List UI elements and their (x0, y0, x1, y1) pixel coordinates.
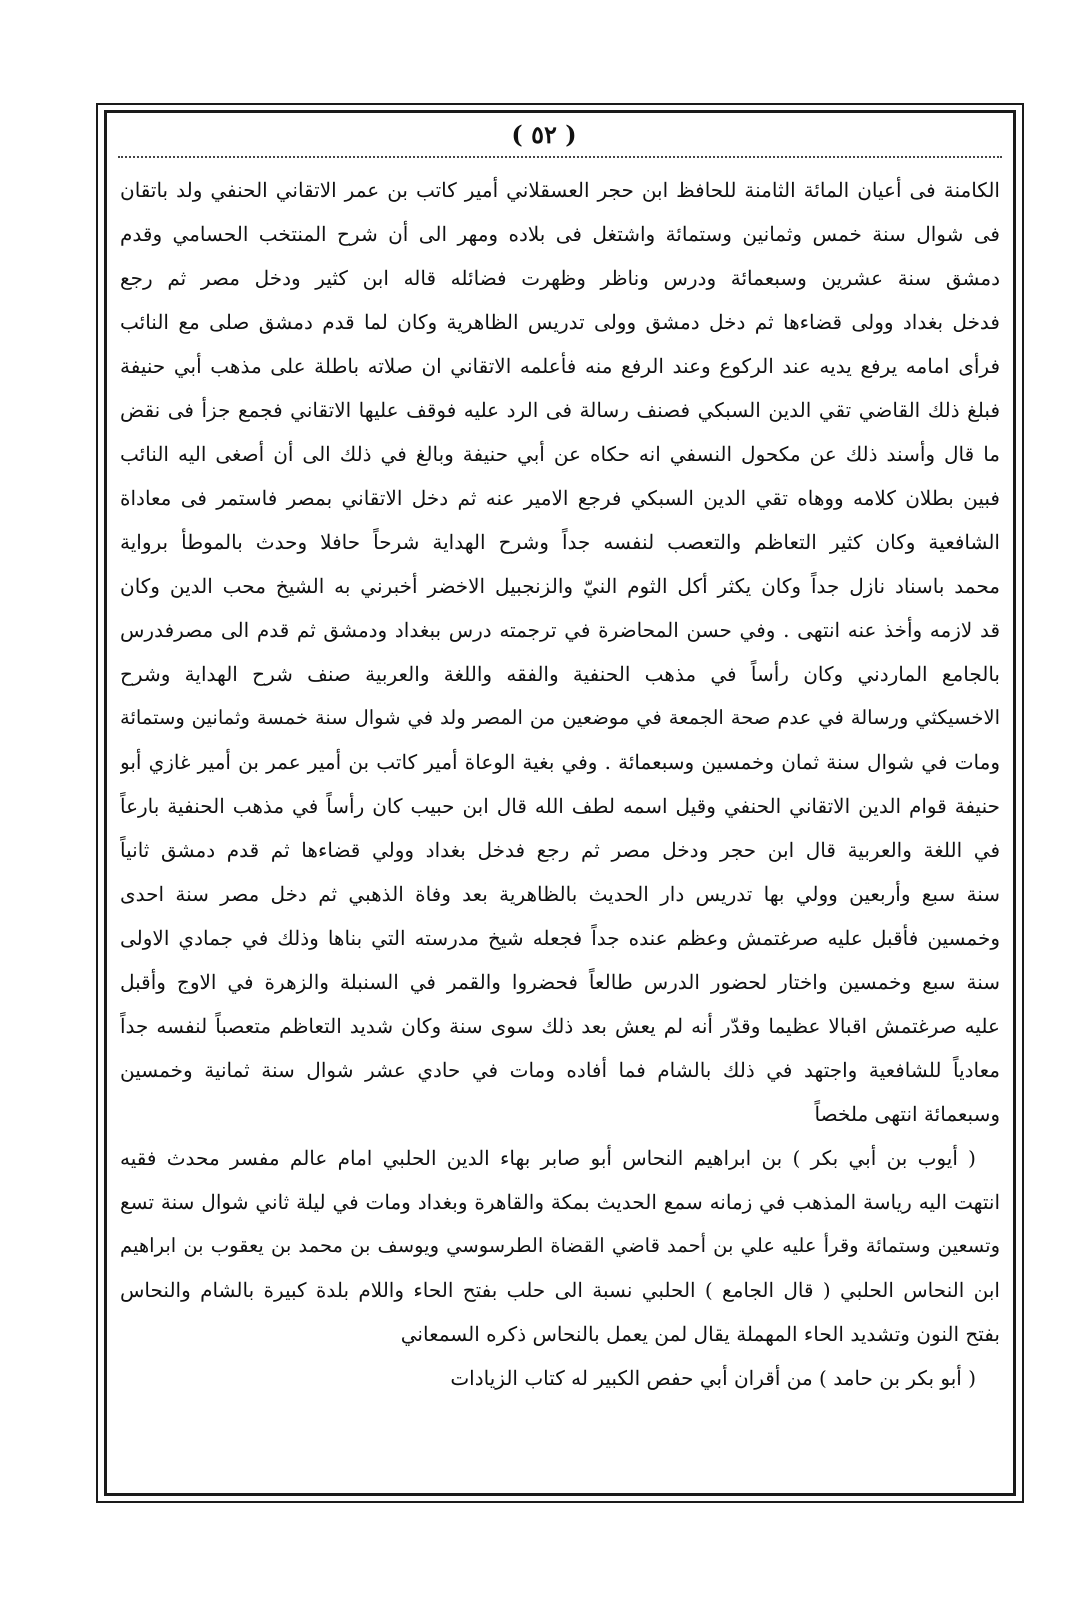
text-line: عليه صرغتمش اقبالا عظيما وقدّر أنه لم يعش بعد ذلك سوى سنة وكان شديد التعاظم متعصباً لنفسه جداً (120, 1014, 1000, 1038)
text-line: معادياً للشافعية واجتهد في ذلك بالشام فما أفاده ومات في حادي عشر شوال سنة ثمانية وخمسين (120, 1058, 1000, 1082)
entry-heading-line: ( أبو بكر بن حامد ) من أقران أبي حفص الكبير له كتاب الزيادات (450, 1366, 976, 1390)
text-line: فى شوال سنة خمس وثمانين وستمائة واشتغل فى بلاده ومهر الى أن شرح المنتخب الحسامي وقدم (120, 222, 1000, 246)
text-line: دمشق سنة عشرين وسبعمائة ودرس وناظر وظهرت فضائله قاله ابن كثير ودخل مصر ثم رجع (120, 266, 1000, 290)
page-number: ( ٥٢ ) (511, 120, 577, 149)
text-line: سنة سبع وأربعين وولي بها تدريس دار الحديث بالظاهرية بعد وفاة الذهبي ثم دخل مصر سنة احدى (120, 882, 1000, 906)
text-line: محمد باسناد نازل جداً وكان يكثر أكل الثوم النيّ والزنجبيل الاخضر أخبرني به الشيخ محب الدين وكان (120, 574, 1000, 598)
entry-heading-line: ( أيوب بن أبي بكر ) بن ابراهيم النحاس أبو صابر بهاء الدين الحلبي امام عالم مفسر محدث فقيه (120, 1146, 976, 1170)
text-line: بفتح النون وتشديد الحاء المهملة يقال لمن يعمل بالنحاس ذكره السمعاني (400, 1322, 1000, 1346)
text-line: سنة سبع وخمسين واختار لحضور الدرس طالعاً فحضروا والقمر في السنبلة والزهرة في الاوج وأقبل (120, 970, 1000, 994)
page-body-text (120, 168, 1000, 1400)
text-line: قد لازمه وأخذ عنه انتهى . وفي حسن المحاضرة في ترجمته درس ببغداد ودمشق ثم قدم الى مصرفدرس (120, 618, 1000, 642)
text-line: حنيفة قوام الدين الاتقاني الحنفي وقيل اسمه لطف الله قال ابن حبيب كان رأساً في مذهب الحنفية بارعاً (120, 794, 1000, 818)
text-line: وسبعمائة انتهى ملخصاً (814, 1102, 1000, 1126)
text-line: فدخل بغداد وولى قضاءها ثم دخل دمشق وولى تدريس الظاهرية وكان لما قدم دمشق صلى مع النائب (120, 310, 1000, 334)
text-line: ابن النحاس الحلبي ( قال الجامع ) الحلبي نسبة الى حلب بفتح الحاء واللام بلدة كبيرة بالشام والنحاس (120, 1278, 1000, 1302)
text-line: ومات في شوال سنة ثمان وخمسين وسبعمائة . وفي بغية الوعاة أمير كاتب بن أمير عمر بن أمير غازي أبو (120, 750, 1000, 774)
text-line: ما قال وأسند ذلك عن مكحول النسفي انه حكاه عن أبي حنيفة وبالغ في ذلك الى أن أصغى اليه النائب (120, 442, 1000, 466)
header-divider (118, 156, 1002, 158)
text-line: الاخسيكثي ورسالة في عدم صحة الجمعة في موضعين من المصر ولد في شوال سنة خمسة وثمانين وستمائة (120, 706, 1000, 729)
text-line: فبين بطلان كلامه ووهاه تقي الدين السبكي فرجع الامير عنه ثم دخل الاتقاني بمصر فاستمر فى معاداة (120, 486, 1000, 510)
text-line: فرأى امامه يرفع يديه عند الركوع وعند الرفع منه فأعلمه الاتقاني ان صلاته باطلة على مذهب أبي حنيفة (120, 354, 1000, 378)
text-line: بالجامع الماردني وكان رأساً في مذهب الحنفية والفقه واللغة والعربية صنف شرح الهداية وشرح (120, 662, 1000, 686)
text-line: في اللغة والعربية قال ابن حجر ودخل مصر ثم رجع فدخل بغداد وولي قضاءها ثم قدم دمشق ثانياً (120, 838, 1000, 862)
text-line: وخمسين فأقبل عليه صرغتمش وعظم عنده جداً فجعله شيخ مدرسته التي بناها وذلك في جمادي الاولى (120, 926, 1000, 950)
text-line: انتهت اليه رياسة المذهب في زمانه سمع الحديث بمكة والقاهرة وبغداد ومات في ليلة ثاني شوال سنة تسع (120, 1190, 1000, 1214)
text-line: الشافعية وكان كثير التعاظم والتعصب لنفسه جداً وشرح الهداية شرحاً حافلا وحدث بالموطأ برواية (120, 530, 1000, 554)
text-line: فبلغ ذلك القاضي تقي الدين السبكي فصنف رسالة فى الرد عليه فوقف عليها الاتقاني فجمع جزأ فى نقض (120, 398, 1000, 422)
text-line: وتسعين وستمائة وقرأ عليه علي بن أحمد قاضي القضاة الطرسوسي ويوسف بن محمد بن يعقوب بن ابراهيم (120, 1234, 1000, 1257)
text-line: الكامنة فى أعيان المائة الثامنة للحافظ ابن حجر العسقلاني أمير كاتب بن عمر الاتقاني الحنفي ولد باتقان (120, 178, 1000, 202)
